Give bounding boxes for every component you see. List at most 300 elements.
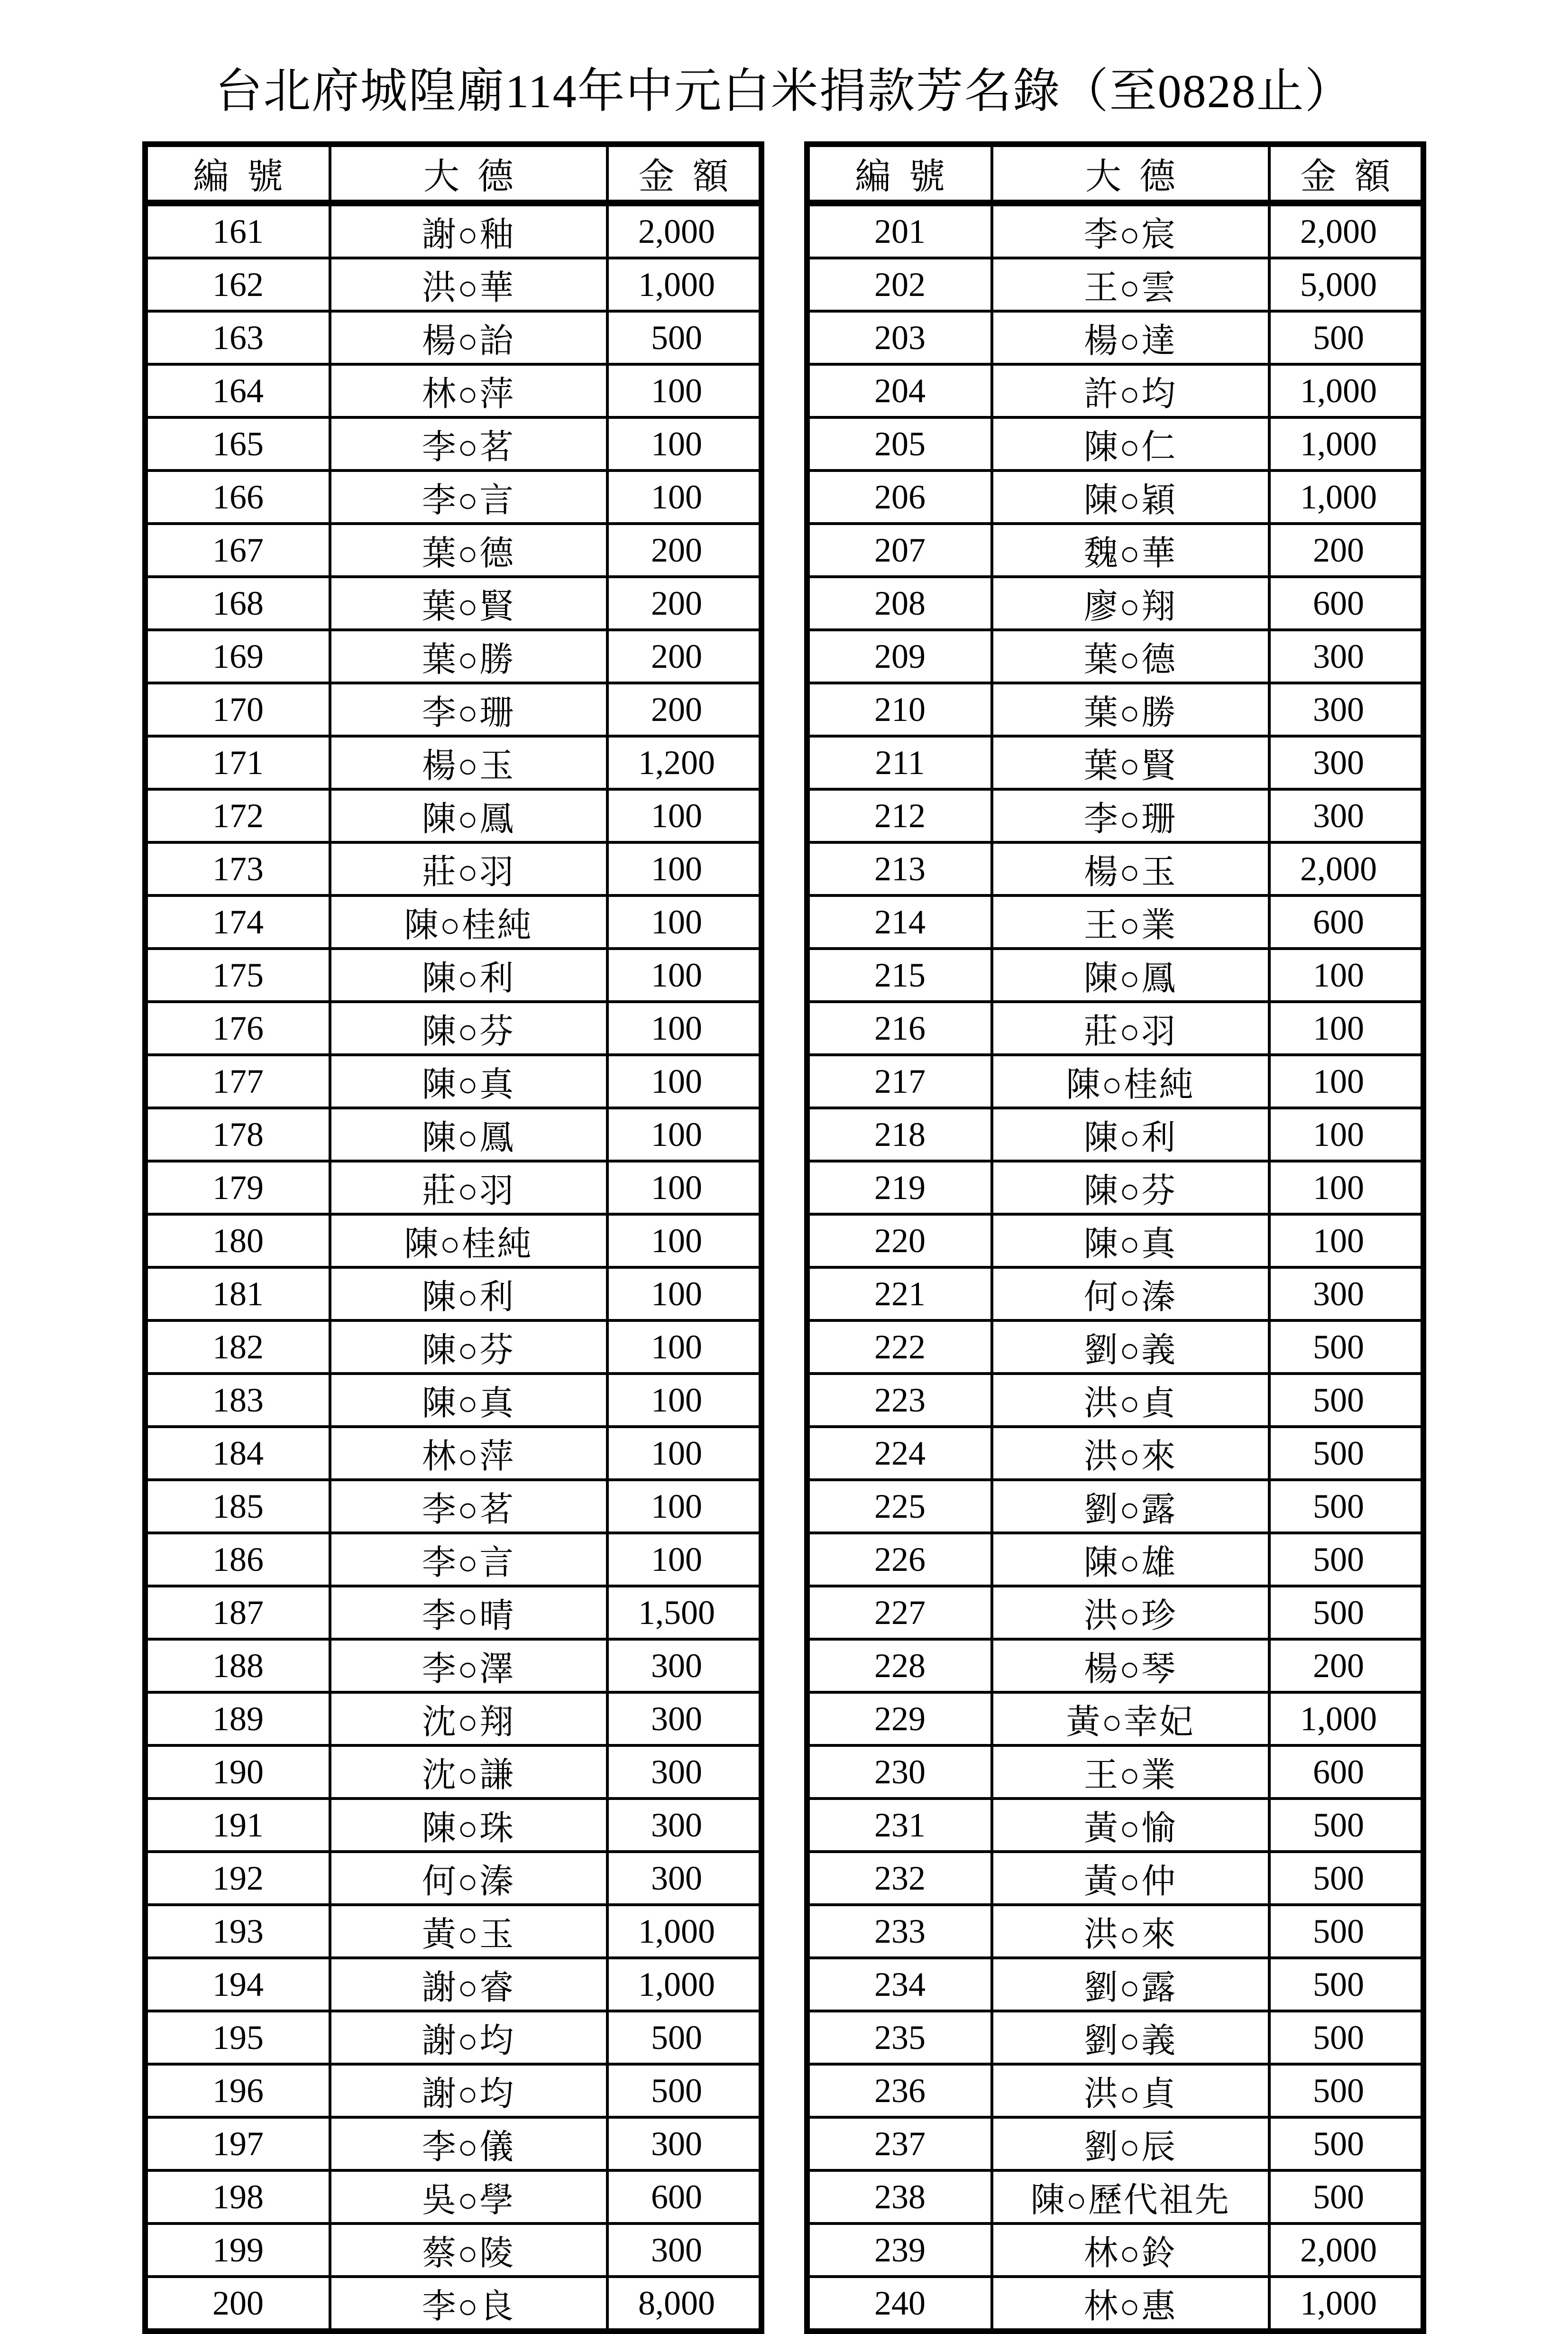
donation-amount-cell: 500 bbox=[1269, 1852, 1423, 1905]
donor-number-cell: 173 bbox=[145, 842, 330, 895]
donation-amount-cell: 100 bbox=[607, 1427, 761, 1480]
donor-name-cell: 洪○珍 bbox=[992, 1586, 1269, 1639]
donation-amount-cell: 100 bbox=[607, 789, 761, 842]
donor-name-cell: 莊○羽 bbox=[330, 842, 607, 895]
table-row bbox=[145, 1002, 761, 1055]
donor-number-cell: 204 bbox=[807, 364, 992, 417]
donor-name-cell: 蔡○陵 bbox=[330, 2223, 607, 2277]
table-row bbox=[145, 258, 761, 311]
donation-amount-cell: 500 bbox=[1269, 311, 1423, 364]
donor-name-cell: 陳○仁 bbox=[992, 417, 1269, 470]
donor-number-cell: 198 bbox=[145, 2170, 330, 2223]
donation-amount-cell: 500 bbox=[1269, 1905, 1423, 1958]
donor-number-cell: 213 bbox=[807, 842, 992, 895]
donor-number-cell: 239 bbox=[807, 2223, 992, 2277]
donor-name-cell: 林○惠 bbox=[992, 2277, 1269, 2331]
donor-name-cell: 何○溱 bbox=[992, 1267, 1269, 1320]
donor-number-cell: 197 bbox=[145, 2117, 330, 2170]
header-row bbox=[807, 144, 1423, 203]
table-row bbox=[145, 1427, 761, 1480]
donor-number-cell: 229 bbox=[807, 1692, 992, 1745]
donor-number-cell: 200 bbox=[145, 2277, 330, 2331]
donation-amount-cell: 500 bbox=[1269, 1799, 1423, 1852]
donor-name-cell: 葉○勝 bbox=[330, 630, 607, 683]
donor-name-cell: 許○均 bbox=[992, 364, 1269, 417]
table-row bbox=[145, 364, 761, 417]
donor-name-cell: 陳○芬 bbox=[330, 1002, 607, 1055]
donation-amount-cell: 1,000 bbox=[607, 1905, 761, 1958]
donor-number-cell: 210 bbox=[807, 683, 992, 736]
donation-amount-cell: 1,000 bbox=[1269, 2277, 1423, 2331]
donor-number-cell: 190 bbox=[145, 1745, 330, 1799]
donor-number-cell: 225 bbox=[807, 1480, 992, 1533]
table-row bbox=[145, 2064, 761, 2117]
donation-amount-cell: 100 bbox=[607, 1214, 761, 1267]
table-row bbox=[807, 2011, 1423, 2064]
donor-name-cell: 陳○利 bbox=[992, 1108, 1269, 1161]
table-header-right bbox=[807, 144, 1423, 203]
donor-number-cell: 188 bbox=[145, 1639, 330, 1692]
table-row bbox=[807, 1692, 1423, 1745]
table-row bbox=[807, 2223, 1423, 2277]
donor-name-cell: 陳○真 bbox=[330, 1055, 607, 1108]
donation-amount-cell: 500 bbox=[1269, 1586, 1423, 1639]
donor-name-cell: 葉○賢 bbox=[330, 577, 607, 630]
donor-number-cell: 193 bbox=[145, 1905, 330, 1958]
donation-amount-cell: 5,000 bbox=[1269, 258, 1423, 311]
donor-number-cell: 187 bbox=[145, 1586, 330, 1639]
donor-name-cell: 葉○勝 bbox=[992, 683, 1269, 736]
donor-name-cell: 謝○睿 bbox=[330, 1958, 607, 2011]
table-row bbox=[807, 470, 1423, 524]
donor-number-cell: 182 bbox=[145, 1320, 330, 1374]
table-row bbox=[807, 1639, 1423, 1692]
donor-name-cell: 莊○羽 bbox=[330, 1161, 607, 1214]
donor-number-cell: 211 bbox=[807, 736, 992, 789]
donation-amount-cell: 500 bbox=[1269, 1427, 1423, 1480]
table-row bbox=[807, 1214, 1423, 1267]
donor-name-cell: 陳○鳳 bbox=[330, 789, 607, 842]
donation-amount-cell: 100 bbox=[1269, 1161, 1423, 1214]
table-row bbox=[145, 1055, 761, 1108]
donation-amount-cell: 300 bbox=[1269, 630, 1423, 683]
table-header-left bbox=[145, 144, 761, 203]
donor-name-cell: 楊○達 bbox=[992, 311, 1269, 364]
donor-number-cell: 231 bbox=[807, 1799, 992, 1852]
donor-name-cell: 葉○德 bbox=[992, 630, 1269, 683]
donor-name-cell: 洪○貞 bbox=[992, 2064, 1269, 2117]
donor-number-cell: 185 bbox=[145, 1480, 330, 1533]
table-row bbox=[145, 1480, 761, 1533]
donation-amount-cell: 300 bbox=[607, 2223, 761, 2277]
table-row bbox=[807, 1002, 1423, 1055]
donation-amount-cell: 100 bbox=[1269, 949, 1423, 1002]
donation-amount-cell: 100 bbox=[607, 895, 761, 949]
table-row bbox=[807, 203, 1423, 258]
table-row bbox=[145, 1692, 761, 1745]
donor-number-cell: 199 bbox=[145, 2223, 330, 2277]
donor-name-cell: 劉○義 bbox=[992, 1320, 1269, 1374]
table-row bbox=[145, 2117, 761, 2170]
donation-table-right bbox=[804, 141, 1426, 2334]
header-cell-number bbox=[145, 144, 330, 203]
donor-number-cell: 237 bbox=[807, 2117, 992, 2170]
table-row bbox=[145, 1745, 761, 1799]
table-row bbox=[807, 842, 1423, 895]
header-label-amount: 金額 bbox=[638, 157, 747, 197]
table-row bbox=[145, 2223, 761, 2277]
donor-number-cell: 233 bbox=[807, 1905, 992, 1958]
table-row bbox=[145, 1374, 761, 1427]
donor-name-cell: 陳○雄 bbox=[992, 1533, 1269, 1586]
donation-amount-cell: 1,000 bbox=[1269, 364, 1423, 417]
table-row bbox=[145, 1905, 761, 1958]
donor-name-cell: 陳○真 bbox=[992, 1214, 1269, 1267]
donation-amount-cell: 8,000 bbox=[607, 2277, 761, 2331]
donor-number-cell: 222 bbox=[807, 1320, 992, 1374]
table-row bbox=[145, 470, 761, 524]
donor-number-cell: 201 bbox=[807, 203, 992, 258]
table-row bbox=[145, 842, 761, 895]
donation-amount-cell: 100 bbox=[1269, 1002, 1423, 1055]
donor-number-cell: 208 bbox=[807, 577, 992, 630]
table-row bbox=[807, 1799, 1423, 1852]
donation-amount-cell: 300 bbox=[1269, 683, 1423, 736]
donor-name-cell: 陳○鳳 bbox=[992, 949, 1269, 1002]
header-label-donor: 大德 bbox=[423, 157, 532, 197]
donor-number-cell: 176 bbox=[145, 1002, 330, 1055]
donor-name-cell: 陳○歷代祖先 bbox=[992, 2170, 1269, 2223]
donor-name-cell: 楊○琴 bbox=[992, 1639, 1269, 1692]
donor-number-cell: 167 bbox=[145, 524, 330, 577]
donation-amount-cell: 100 bbox=[607, 1055, 761, 1108]
table-row bbox=[145, 683, 761, 736]
table-row bbox=[807, 1533, 1423, 1586]
donor-name-cell: 李○儀 bbox=[330, 2117, 607, 2170]
donor-number-cell: 168 bbox=[145, 577, 330, 630]
donor-number-cell: 219 bbox=[807, 1161, 992, 1214]
donor-number-cell: 205 bbox=[807, 417, 992, 470]
donor-number-cell: 165 bbox=[145, 417, 330, 470]
table-row bbox=[807, 311, 1423, 364]
table-row bbox=[807, 895, 1423, 949]
donor-name-cell: 李○言 bbox=[330, 470, 607, 524]
table-row bbox=[145, 524, 761, 577]
donor-name-cell: 王○業 bbox=[992, 895, 1269, 949]
donation-amount-cell: 100 bbox=[1269, 1108, 1423, 1161]
donation-amount-cell: 100 bbox=[607, 417, 761, 470]
donation-amount-cell: 300 bbox=[607, 1852, 761, 1905]
donation-table-left bbox=[142, 141, 764, 2334]
table-row bbox=[807, 789, 1423, 842]
donor-number-cell: 169 bbox=[145, 630, 330, 683]
table-row bbox=[145, 1108, 761, 1161]
donor-number-cell: 215 bbox=[807, 949, 992, 1002]
donor-number-cell: 195 bbox=[145, 2011, 330, 2064]
donation-amount-cell: 600 bbox=[1269, 1745, 1423, 1799]
table-body-right bbox=[807, 203, 1423, 2331]
donor-number-cell: 181 bbox=[145, 1267, 330, 1320]
donor-number-cell: 238 bbox=[807, 2170, 992, 2223]
donor-name-cell: 林○鈴 bbox=[992, 2223, 1269, 2277]
table-row bbox=[145, 1320, 761, 1374]
header-cell-number bbox=[807, 144, 992, 203]
donation-amount-cell: 200 bbox=[1269, 524, 1423, 577]
donor-number-cell: 192 bbox=[145, 1852, 330, 1905]
table-row bbox=[807, 1374, 1423, 1427]
donation-amount-cell: 500 bbox=[1269, 1374, 1423, 1427]
donor-name-cell: 洪○華 bbox=[330, 258, 607, 311]
donor-number-cell: 180 bbox=[145, 1214, 330, 1267]
donation-amount-cell: 500 bbox=[1269, 1480, 1423, 1533]
donor-number-cell: 194 bbox=[145, 1958, 330, 2011]
donation-amount-cell: 500 bbox=[1269, 2011, 1423, 2064]
header-cell-donor bbox=[992, 144, 1269, 203]
donor-name-cell: 黃○愉 bbox=[992, 1799, 1269, 1852]
table-row bbox=[145, 789, 761, 842]
table-row bbox=[807, 1480, 1423, 1533]
donor-name-cell: 陳○鳳 bbox=[330, 1108, 607, 1161]
donation-amount-cell: 300 bbox=[607, 2117, 761, 2170]
donation-amount-cell: 200 bbox=[607, 524, 761, 577]
donor-name-cell: 陳○利 bbox=[330, 949, 607, 1002]
donation-amount-cell: 600 bbox=[607, 2170, 761, 2223]
donation-amount-cell: 100 bbox=[607, 1267, 761, 1320]
donation-amount-cell: 1,200 bbox=[607, 736, 761, 789]
donation-amount-cell: 500 bbox=[607, 311, 761, 364]
donation-amount-cell: 200 bbox=[607, 577, 761, 630]
donor-number-cell: 170 bbox=[145, 683, 330, 736]
donation-amount-cell: 1,000 bbox=[1269, 417, 1423, 470]
table-row bbox=[807, 1320, 1423, 1374]
donor-name-cell: 謝○釉 bbox=[330, 203, 607, 258]
donor-name-cell: 陳○桂純 bbox=[992, 1055, 1269, 1108]
donor-number-cell: 220 bbox=[807, 1214, 992, 1267]
donor-name-cell: 陳○桂純 bbox=[330, 1214, 607, 1267]
donor-name-cell: 林○萍 bbox=[330, 364, 607, 417]
donation-amount-cell: 500 bbox=[1269, 1320, 1423, 1374]
donor-number-cell: 223 bbox=[807, 1374, 992, 1427]
donor-name-cell: 楊○詒 bbox=[330, 311, 607, 364]
table-row bbox=[807, 1267, 1423, 1320]
donor-name-cell: 劉○露 bbox=[992, 1480, 1269, 1533]
donor-name-cell: 葉○德 bbox=[330, 524, 607, 577]
donor-name-cell: 李○宸 bbox=[992, 203, 1269, 258]
donor-number-cell: 183 bbox=[145, 1374, 330, 1427]
table-row bbox=[807, 2277, 1423, 2331]
donor-number-cell: 202 bbox=[807, 258, 992, 311]
donor-number-cell: 209 bbox=[807, 630, 992, 683]
donor-name-cell: 李○晴 bbox=[330, 1586, 607, 1639]
table-row bbox=[145, 417, 761, 470]
donor-name-cell: 李○茗 bbox=[330, 417, 607, 470]
donation-amount-cell: 100 bbox=[607, 1533, 761, 1586]
donor-number-cell: 163 bbox=[145, 311, 330, 364]
table-row bbox=[807, 683, 1423, 736]
donor-name-cell: 陳○利 bbox=[330, 1267, 607, 1320]
donation-amount-cell: 1,000 bbox=[1269, 470, 1423, 524]
table-row bbox=[145, 203, 761, 258]
table-row bbox=[807, 364, 1423, 417]
donor-name-cell: 李○珊 bbox=[992, 789, 1269, 842]
header-label-number: 編號 bbox=[855, 157, 963, 197]
donor-number-cell: 226 bbox=[807, 1533, 992, 1586]
donor-number-cell: 162 bbox=[145, 258, 330, 311]
table-row bbox=[807, 1055, 1423, 1108]
donor-name-cell: 王○雲 bbox=[992, 258, 1269, 311]
donation-amount-cell: 1,000 bbox=[607, 1958, 761, 2011]
donation-amount-cell: 100 bbox=[607, 364, 761, 417]
header-label-amount: 金額 bbox=[1300, 157, 1409, 197]
table-row bbox=[807, 2064, 1423, 2117]
table-row bbox=[145, 1533, 761, 1586]
donor-name-cell: 黃○仲 bbox=[992, 1852, 1269, 1905]
donor-number-cell: 196 bbox=[145, 2064, 330, 2117]
table-row bbox=[807, 949, 1423, 1002]
donor-name-cell: 陳○穎 bbox=[992, 470, 1269, 524]
table-body-left bbox=[145, 203, 761, 2331]
table-row bbox=[145, 630, 761, 683]
donation-amount-cell: 1,500 bbox=[607, 1586, 761, 1639]
header-cell-amount bbox=[1269, 144, 1423, 203]
table-row bbox=[807, 577, 1423, 630]
donor-number-cell: 214 bbox=[807, 895, 992, 949]
donor-number-cell: 206 bbox=[807, 470, 992, 524]
donor-number-cell: 228 bbox=[807, 1639, 992, 1692]
donation-amount-cell: 2,000 bbox=[607, 203, 761, 258]
donor-number-cell: 161 bbox=[145, 203, 330, 258]
donor-name-cell: 洪○貞 bbox=[992, 1374, 1269, 1427]
donor-number-cell: 191 bbox=[145, 1799, 330, 1852]
donor-name-cell: 黃○幸妃 bbox=[992, 1692, 1269, 1745]
table-row bbox=[145, 1639, 761, 1692]
donor-name-cell: 劉○露 bbox=[992, 1958, 1269, 2011]
table-row bbox=[807, 2117, 1423, 2170]
donor-name-cell: 林○萍 bbox=[330, 1427, 607, 1480]
table-row bbox=[145, 1958, 761, 2011]
table-row bbox=[145, 1161, 761, 1214]
donor-number-cell: 240 bbox=[807, 2277, 992, 2331]
donation-amount-cell: 500 bbox=[607, 2064, 761, 2117]
donor-name-cell: 陳○芬 bbox=[992, 1161, 1269, 1214]
donor-name-cell: 吳○學 bbox=[330, 2170, 607, 2223]
table-row bbox=[145, 311, 761, 364]
table-row bbox=[807, 258, 1423, 311]
donor-name-cell: 李○澤 bbox=[330, 1639, 607, 1692]
donation-amount-cell: 100 bbox=[607, 949, 761, 1002]
donor-number-cell: 232 bbox=[807, 1852, 992, 1905]
table-row bbox=[807, 1905, 1423, 1958]
donor-name-cell: 洪○來 bbox=[992, 1905, 1269, 1958]
donor-number-cell: 186 bbox=[145, 1533, 330, 1586]
donor-name-cell: 王○業 bbox=[992, 1745, 1269, 1799]
donor-name-cell: 陳○桂純 bbox=[330, 895, 607, 949]
table-row bbox=[145, 949, 761, 1002]
donor-number-cell: 217 bbox=[807, 1055, 992, 1108]
donation-amount-cell: 300 bbox=[1269, 1267, 1423, 1320]
donor-number-cell: 178 bbox=[145, 1108, 330, 1161]
table-row bbox=[145, 1267, 761, 1320]
header-cell-donor bbox=[330, 144, 607, 203]
donor-name-cell: 李○良 bbox=[330, 2277, 607, 2331]
donor-name-cell: 謝○均 bbox=[330, 2064, 607, 2117]
table-row bbox=[145, 736, 761, 789]
table-row bbox=[807, 736, 1423, 789]
header-label-donor: 大德 bbox=[1085, 157, 1193, 197]
table-row bbox=[807, 524, 1423, 577]
table-row bbox=[807, 1852, 1423, 1905]
table-row bbox=[807, 1745, 1423, 1799]
table-row bbox=[145, 2170, 761, 2223]
donation-amount-cell: 300 bbox=[607, 1745, 761, 1799]
donor-number-cell: 184 bbox=[145, 1427, 330, 1480]
donor-name-cell: 陳○芬 bbox=[330, 1320, 607, 1374]
donor-number-cell: 189 bbox=[145, 1692, 330, 1745]
donor-number-cell: 177 bbox=[145, 1055, 330, 1108]
table-row bbox=[145, 1799, 761, 1852]
donation-amount-cell: 500 bbox=[1269, 2064, 1423, 2117]
donor-number-cell: 227 bbox=[807, 1586, 992, 1639]
table-row bbox=[807, 417, 1423, 470]
donation-amount-cell: 2,000 bbox=[1269, 2223, 1423, 2277]
header-label-number: 編號 bbox=[193, 157, 301, 197]
donation-amount-cell: 100 bbox=[1269, 1055, 1423, 1108]
donation-amount-cell: 500 bbox=[1269, 2117, 1423, 2170]
table-row bbox=[807, 1108, 1423, 1161]
table-row bbox=[807, 1586, 1423, 1639]
donor-name-cell: 何○溱 bbox=[330, 1852, 607, 1905]
donor-name-cell: 沈○翔 bbox=[330, 1692, 607, 1745]
donation-amount-cell: 200 bbox=[607, 630, 761, 683]
donor-number-cell: 175 bbox=[145, 949, 330, 1002]
donation-amount-cell: 300 bbox=[607, 1639, 761, 1692]
donor-name-cell: 葉○賢 bbox=[992, 736, 1269, 789]
donation-amount-cell: 500 bbox=[607, 2011, 761, 2064]
donor-number-cell: 203 bbox=[807, 311, 992, 364]
donation-amount-cell: 100 bbox=[607, 1320, 761, 1374]
header-cell-amount bbox=[607, 144, 761, 203]
donor-number-cell: 207 bbox=[807, 524, 992, 577]
donation-amount-cell: 100 bbox=[607, 1002, 761, 1055]
donor-name-cell: 李○珊 bbox=[330, 683, 607, 736]
table-row bbox=[145, 2011, 761, 2064]
donor-number-cell: 221 bbox=[807, 1267, 992, 1320]
table-row bbox=[145, 1852, 761, 1905]
header-row bbox=[145, 144, 761, 203]
donor-name-cell: 陳○真 bbox=[330, 1374, 607, 1427]
donation-amount-cell: 200 bbox=[607, 683, 761, 736]
donation-amount-cell: 300 bbox=[1269, 736, 1423, 789]
donation-amount-cell: 1,000 bbox=[607, 258, 761, 311]
donor-name-cell: 黃○玉 bbox=[330, 1905, 607, 1958]
donor-number-cell: 236 bbox=[807, 2064, 992, 2117]
table-row bbox=[807, 1161, 1423, 1214]
donation-amount-cell: 100 bbox=[607, 470, 761, 524]
donor-number-cell: 230 bbox=[807, 1745, 992, 1799]
donation-amount-cell: 100 bbox=[607, 842, 761, 895]
donor-number-cell: 235 bbox=[807, 2011, 992, 2064]
donor-name-cell: 劉○辰 bbox=[992, 2117, 1269, 2170]
donor-name-cell: 李○茗 bbox=[330, 1480, 607, 1533]
donation-amount-cell: 100 bbox=[607, 1480, 761, 1533]
donation-amount-cell: 100 bbox=[607, 1374, 761, 1427]
table-row bbox=[807, 1958, 1423, 2011]
donor-number-cell: 171 bbox=[145, 736, 330, 789]
table-row bbox=[807, 2170, 1423, 2223]
table-row bbox=[145, 1586, 761, 1639]
donor-name-cell: 謝○均 bbox=[330, 2011, 607, 2064]
tables-container bbox=[0, 141, 1568, 2334]
